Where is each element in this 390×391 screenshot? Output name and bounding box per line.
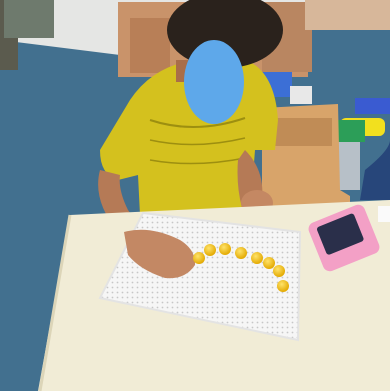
peg — [219, 243, 231, 255]
peg — [273, 265, 285, 277]
peg — [251, 252, 263, 264]
peg — [193, 252, 205, 264]
peg — [277, 280, 289, 292]
face-blur — [184, 40, 244, 124]
peg — [204, 244, 216, 256]
peg — [263, 257, 275, 269]
peg — [235, 247, 247, 259]
